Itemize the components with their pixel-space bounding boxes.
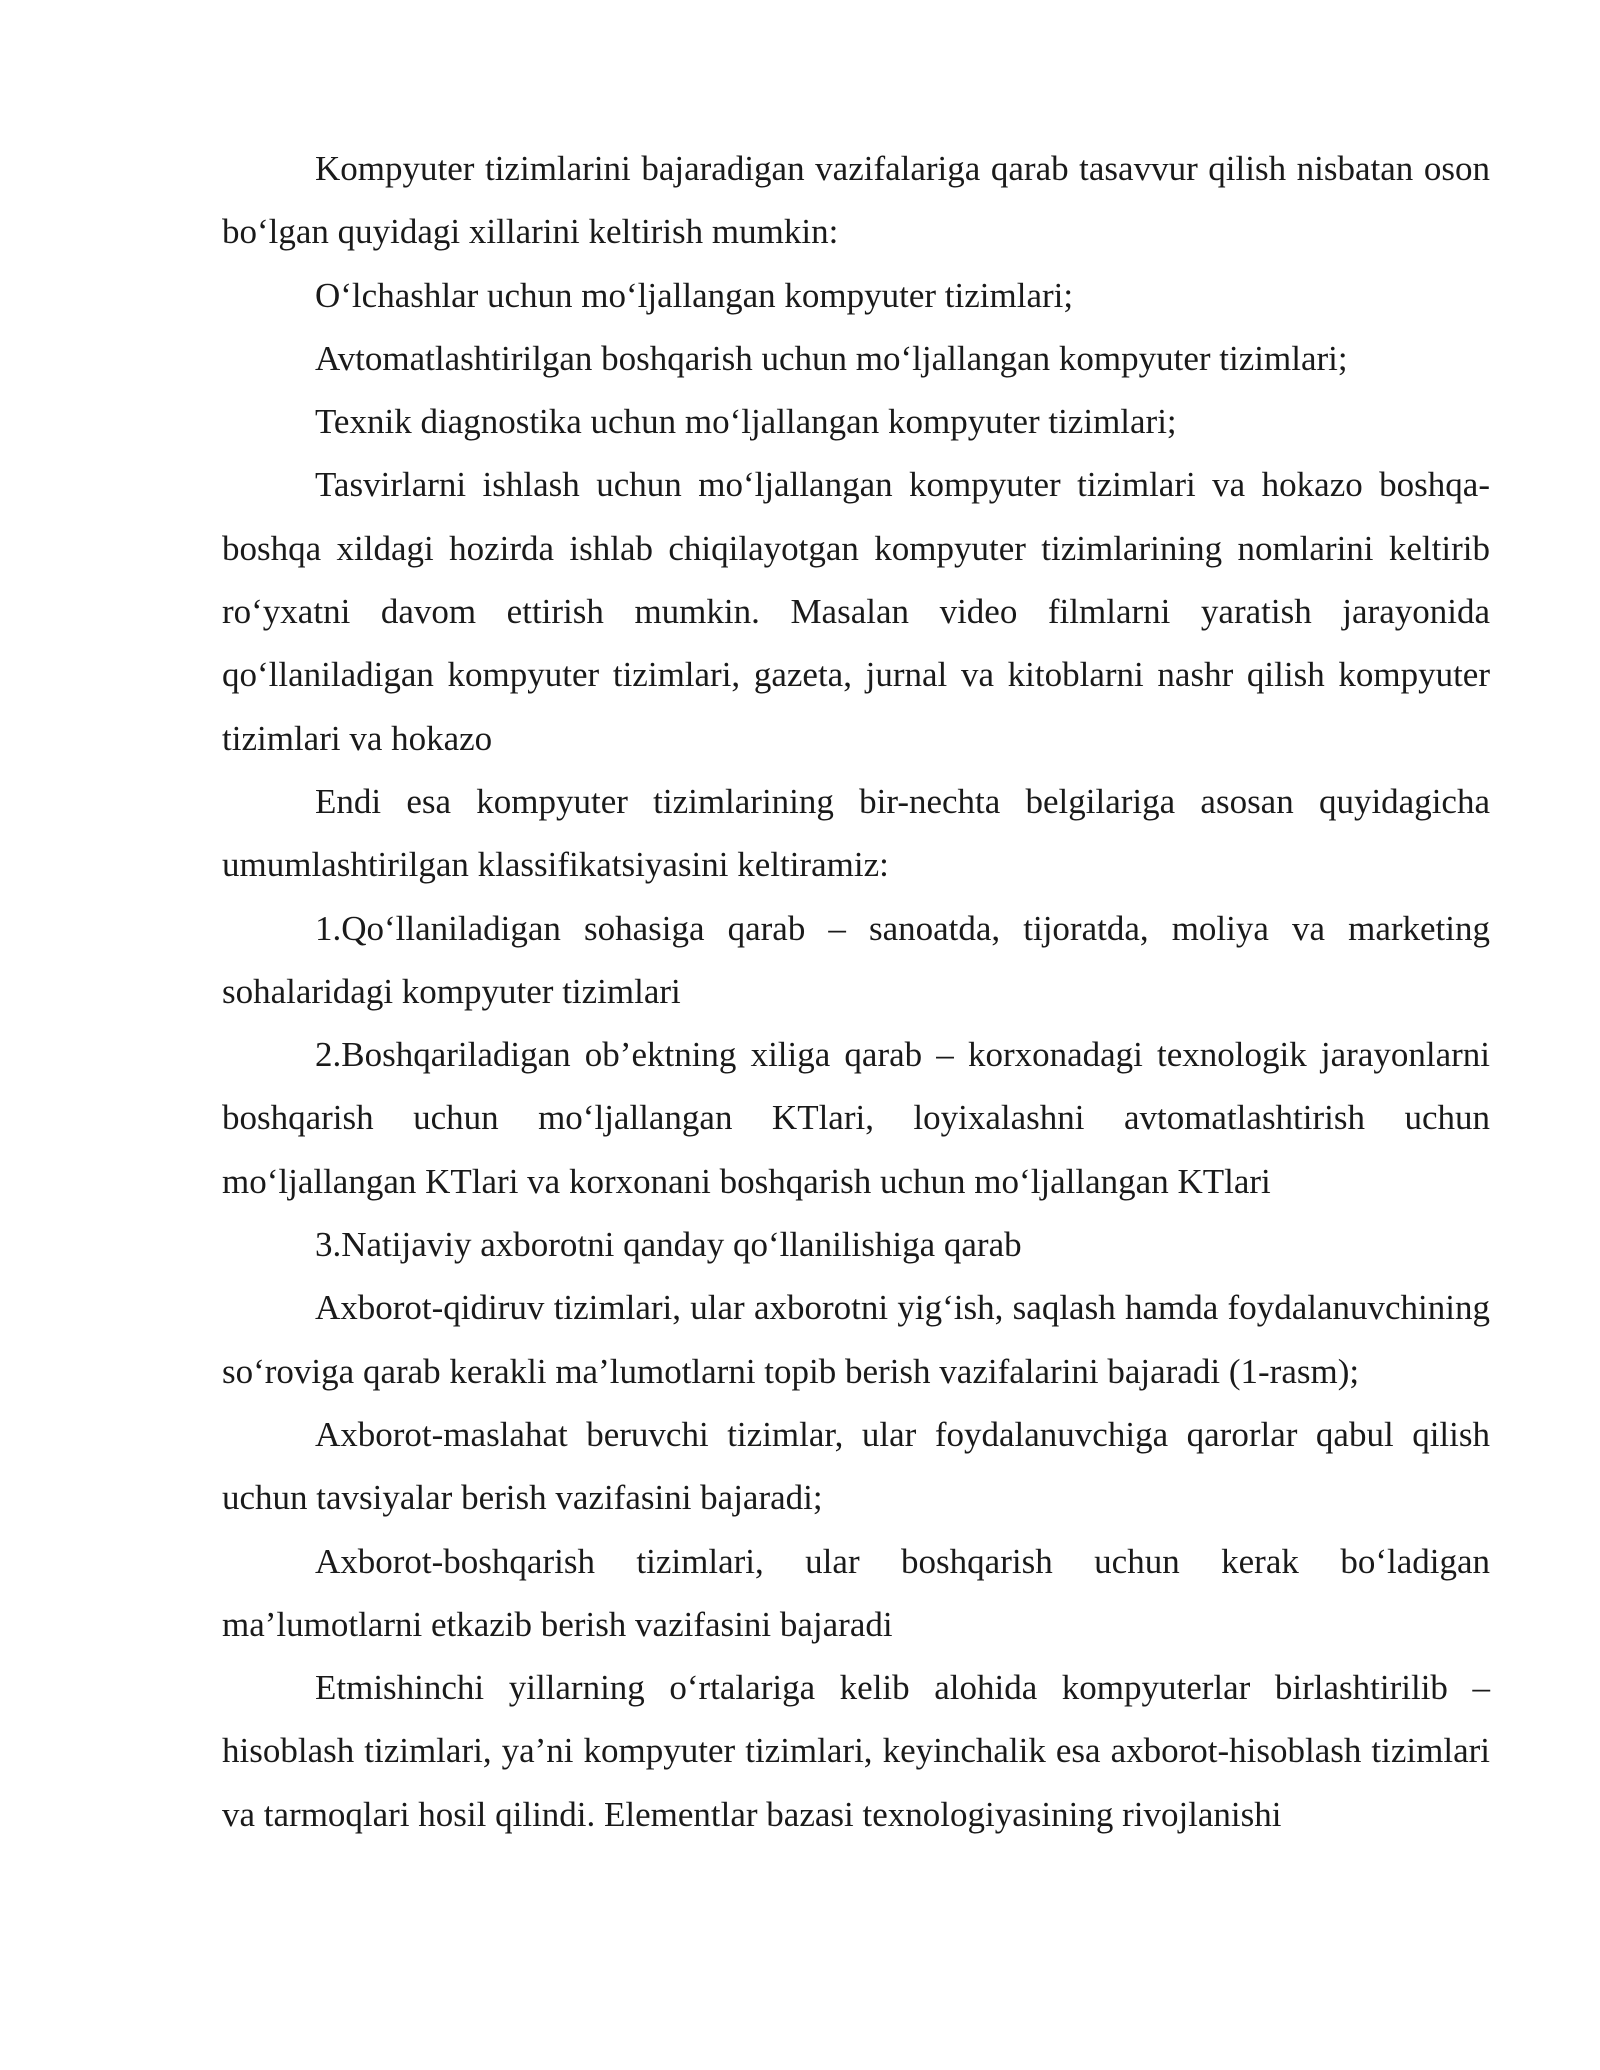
paragraph-seventies-history: Etmishinchi yillarning o‘rtalariga kelib alohida kompyuterlar birlashtirilib – hisoblash tizimlari, ya’ni kompyuter tizimlari, keyinchalik esa axborot-hisoblash tizimlari va tarmoqlari hosil qilindi. Elementlar bazasi texnologiyasining rivojlanishi bbox=[222, 1668, 1490, 1834]
list-item-technical-diagnostics-systems: Texnik diagnostika uchun mo‘ljallangan kompyuter tizimlari; bbox=[315, 402, 1177, 442]
paragraph-information-management: Axborot-boshqarish tizimlari, ular boshqarish uchun kerak bo‘ladigan ma’lumotlarni etkazib berish vazifasini bajaradi bbox=[222, 1541, 1490, 1644]
paragraph-classification-intro: Endi esa kompyuter tizimlarining bir-nechta belgilariga asosan quyidagicha umumlashtirilgan klassifikatsiyasini keltiramiz: bbox=[222, 781, 1490, 885]
classification-item-1: 1.Qo‘llaniladigan sohasiga qarab – sanoatda, tijoratda, moliya va marketing sohalaridagi kompyuter tizimlari bbox=[222, 908, 1490, 1011]
paragraph-intro: Kompyuter tizimlarini bajaradigan vazifalariga qarab tasavvur qilish nisbatan oson bo‘lgan quyidagi xillarini keltirish mumkin: bbox=[222, 149, 1490, 252]
list-item-measurement-systems: O‘lchashlar uchun mo‘ljallangan kompyuter tizimlari; bbox=[315, 275, 1074, 315]
classification-item-2: 2.Boshqariladigan ob’ektning xiliga qarab – korxonadagi texnologik jarayonlarni boshqarish uchun mo‘ljallangan KTlari, loyixalashni avtomatlashtirish uchun mo‘ljallangan KTlari va korxonani boshqarish uchun mo‘ljallangan KTlari bbox=[222, 1035, 1490, 1201]
document-body bbox=[222, 137, 1490, 1846]
list-item-automated-control-systems: Avtomatlashtirilgan boshqarish uchun mo‘ljallangan kompyuter tizimlari; bbox=[315, 338, 1348, 378]
paragraph-information-retrieval: Axborot-qidiruv tizimlari, ular axborotni yig‘ish, saqlash hamda foydalanuvchining so‘roviga qarab kerakli ma’lumotlarni topib berish vazifalarini bajaradi (1-rasm); bbox=[222, 1288, 1490, 1391]
classification-item-3: 3.Natijaviy axborotni qanday qo‘llanilishiga qarab bbox=[315, 1225, 1022, 1265]
list-item-image-processing-systems: Tasvirlarni ishlash uchun mo‘ljallangan kompyuter tizimlari va hokazo boshqa-boshqa xildagi hozirda ishlab chiqilayotgan kompyuter tizimlarining nomlarini keltirib ro‘yxatni davom ettirish mumkin. Masalan video filmlarni yaratish jarayonida qo‘llaniladigan kompyuter tizimlari, gazeta, jurnal va kitoblarni nashr qilish kompyuter tizimlari va hokazo bbox=[222, 465, 1490, 758]
paragraph-information-advisory: Axborot-maslahat beruvchi tizimlar, ular foydalanuvchiga qarorlar qabul qilish uchun tavsiyalar berish vazifasini bajaradi; bbox=[222, 1414, 1490, 1518]
